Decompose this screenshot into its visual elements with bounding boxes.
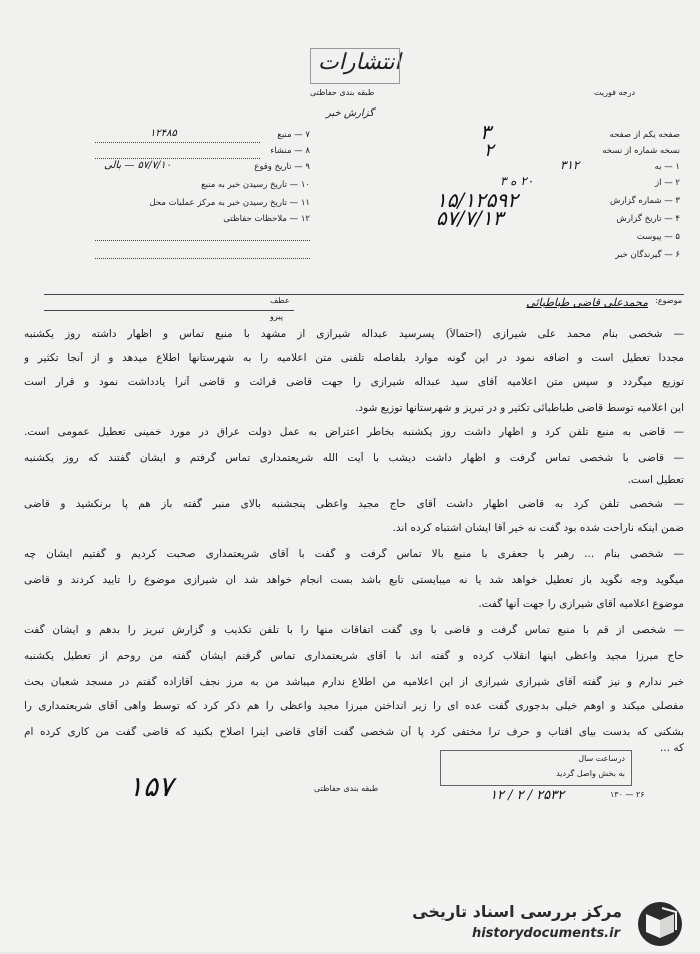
field-source-line [95, 142, 260, 143]
subject-code [500, 284, 503, 293]
watermark-title: مرکز بررسی اسناد تاریخی [412, 902, 622, 921]
field-report-date-value: ۵۷/۷/۱۳ [436, 206, 504, 230]
classification-bottom: طبقه بندی حفاظتی [314, 784, 379, 793]
body-line: توزیع میگردد و سپس متن اعلامیه آقای سید عبداله شیرازی را جهت قاضی قرائت و قاضی آنرا یادداشت نمود و قرار است [24, 376, 684, 388]
handwritten-page-number: ۱۵۷ [128, 770, 174, 803]
notes-line-1 [95, 240, 310, 241]
received-stamp-row1: درساعت سال [578, 754, 625, 763]
field-recipients: ۶ — گيرندگان خبر [615, 250, 680, 260]
field-copy-value: ۲ [484, 140, 494, 161]
field-event-date-value: ۵۷/۷/۱۰ — بالی [104, 160, 172, 171]
body-line: تعطیل است. [627, 474, 684, 486]
field-report-date: ۴ — تاریخ گزارش [616, 214, 680, 224]
header-stamp-frame [310, 48, 400, 84]
field-origin-line [95, 158, 260, 159]
urgency-label: درجه فوریت [594, 88, 636, 97]
field-copy: نسخه شماره از نسخه [602, 146, 680, 156]
subject-side-note-1: عطف [270, 296, 290, 305]
field-attachment: ۵ — پیوست [636, 232, 680, 242]
report-title: گزارش خبر [326, 108, 374, 119]
field-to: ۱ — به [654, 162, 680, 172]
body-line: حاج میرزا مجید واعظی اینها انقلاب کرده و گفته اند با آقای شریعتمداری تماس گرفتم ایشان گفته من روحم از تعطیل یکشنبه [24, 650, 684, 662]
field-report-number-value: ۱۵/۱۲۵۹۲ [436, 188, 518, 212]
body-line: مفصلی میکند و اوهم خیلی بدجوری گفت عده ای را زیر انداختن میرزا مجید واعظی را هم ذکر کرد که توسط واهی آقای شریعتمداری را [24, 700, 684, 712]
subject-side-note-2: پیرو [270, 312, 283, 321]
body-line: — شخصی از قم با منبع تماس گرفت و قاضی با وی گفت اتفاقات منها را با تلفن تکذیب و گزارش تبریز را بدهم و ایشان گفت [24, 624, 684, 636]
header-stamp: انتشارات [318, 50, 401, 75]
body-line: — شخصی تلفن کرد به قاضی اظهار داشت آقای حاج مجید واعظی پنجشنبه بالای منبر گفته باز هم پا برنکشید و قاضی [24, 498, 684, 510]
field-page-value: ۳ [480, 120, 491, 144]
received-date: ۲۵۳۲ / ۲ / ۱۲ [490, 788, 565, 803]
body-line: بشکنی که بدست بیای افتاب و حرف ترا مختفی کرد پا آن شخصی گفت آقای قاضی اینرا اصلاح بکنید که قاضی گفت من کاری کرده ام [24, 726, 684, 738]
body-line: که ... [660, 742, 684, 754]
document-code: ۱۳۰ — ۲۶ [610, 790, 645, 799]
body-line: این اعلامیه توسط قاضی طباطبائی تکثیر و در تبریز و شهرستانها توزیع شود. [355, 402, 684, 414]
body-line: — شخصی بنام محمد علی شیرازی (احتمالاً) پسرسید عبداله شیرازی از مشهد با منبع تماس و اظهار داشته روز یکشنبه [24, 328, 684, 340]
subject-label: موضوع: [655, 296, 682, 305]
field-to-value: ۳۱۲ [560, 158, 580, 172]
field-security-notes: ۱۲ — ملاحظات حفاظتی [223, 214, 310, 224]
classification-top: طبقه بندی حفاظتی [310, 88, 375, 97]
field-page: صفحه یکم از صفحه [609, 130, 680, 140]
watermark-band [0, 880, 700, 952]
body-line: موضوع اعلامیه آقای شیرازی را جهت آنها گفت. [478, 598, 684, 610]
field-origin: ۸ — منشاء [270, 146, 310, 156]
body-line: — قاضی به منبع تلفن کرد و اظهار داشت روز یکشنبه بخاطر اعتراض به عمل دولت عراق در مورد خمینی تعطیل عمومی است. [24, 426, 684, 438]
field-source: ۷ — منبع [277, 130, 310, 140]
body-line: خبر ندارم و نیز گفته آقای شیرازی شیرازی از این اعلامیه من اطلاع ندارم میباشد من به مرز نجف آقازاده گفتم در مسجد شعبان بحث [24, 676, 684, 688]
field-source-value: ۱۲۴۸۵ [150, 128, 177, 139]
field-from: ۲ — از [655, 178, 680, 188]
field-report-number: ۳ — شماره گزارش [610, 196, 680, 206]
field-received-ops: ۱۱ — تاریخ رسیدن خبر به مرکز عملیات محل [149, 198, 310, 208]
body-line: — قاضی با شخصی تماس گرفت و اظهار داشت دیشب با آیت الله شریعتمداری تماس گرفتم و ایشان گفتند که روز یکشنبه [24, 452, 684, 464]
body-line: میگوید وجه نگوید باز تعطیل خواهد شد یا نه میبایستی تابع باشد بست انجام خواهد شد ان شیرازی موضوع را تایید کردند و قاضی [24, 574, 684, 586]
notes-line-2 [95, 258, 310, 259]
body-line: مجدداً تعطیل است و اضافه نمود در این گونه موارد بلفاصله تلفنی متن اعلامیه را به شهرستانها اطلاع میدهد و از آنجا تکثیر و [24, 352, 684, 364]
received-stamp [440, 750, 632, 786]
header-separator [44, 294, 684, 295]
received-stamp-row2: به بخش واصل گردید [556, 769, 625, 778]
field-from-value: ۲۰ ه ۳ [500, 174, 534, 188]
subject-value: محمدعلی قاضی طباطبائی [526, 296, 648, 309]
field-event-date: ۹ — تاریخ وقوع [254, 162, 310, 172]
field-received-source: ۱۰ — تاریخ رسیدن خبر به منبع [201, 180, 310, 190]
subject-side-line [44, 310, 294, 311]
watermark-url: historydocuments.ir [471, 926, 620, 941]
body-line: — شخصی بنام ... رهبر یا جعفری با منبع بالا تماس گرفت و گفت با آقای شریعتمداری صحبت کردیم و گفتیم ایشان چه [24, 548, 684, 560]
body-line: ضمن اینکه ناراحت شده بود گفت نه خیر آقا ایشان اشتباه کرده اند. [392, 522, 684, 534]
book-logo-icon [632, 898, 688, 954]
